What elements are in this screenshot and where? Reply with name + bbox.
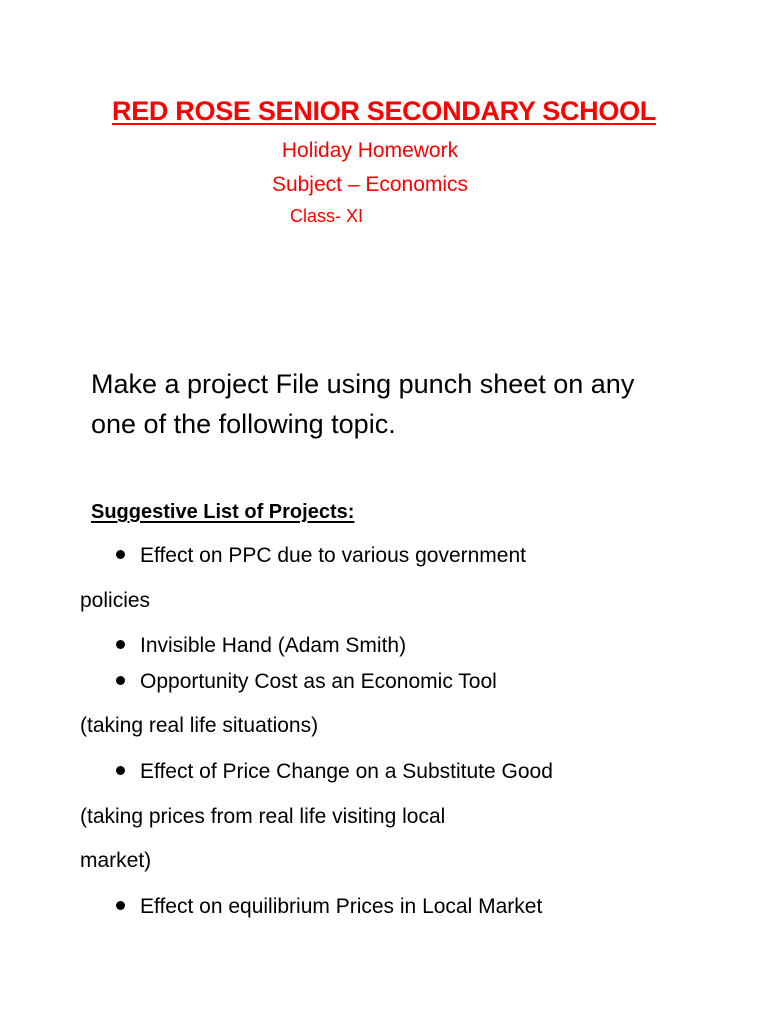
list-item-text: Opportunity Cost as an Economic Tool — [140, 670, 497, 693]
bullet-icon — [116, 640, 125, 649]
instruction-paragraph — [91, 364, 691, 444]
instruction-line-2: one of the following topic. — [91, 409, 396, 439]
class-line: Class- XI — [290, 206, 364, 226]
homework-title: Holiday Homework — [281, 139, 459, 162]
list-item — [116, 544, 526, 568]
list-item-text: Effect of Price Change on a Substitute Good — [140, 760, 553, 783]
bullet-icon — [116, 550, 125, 559]
list-item-text: Effect on equilibrium Prices in Local Market — [140, 895, 543, 918]
list-item-text: Effect on PPC due to various government — [140, 544, 526, 567]
projects-heading: Suggestive List of Projects: — [91, 501, 355, 523]
list-item — [116, 634, 406, 658]
list-item-continuation: policies — [80, 589, 151, 612]
list-item — [116, 895, 542, 919]
list-item — [116, 670, 497, 694]
list-item-continuation: market) — [80, 849, 152, 872]
list-item — [116, 760, 553, 784]
school-name: RED ROSE SENIOR SECONDARY SCHOOL — [112, 96, 656, 126]
instruction-line-1: Make a project File using punch sheet on any — [91, 369, 635, 399]
list-item-continuation: (taking real life situations) — [80, 714, 319, 737]
subject-line: Subject – Economics — [271, 173, 469, 196]
bullet-icon — [116, 901, 125, 910]
list-item-text: Invisible Hand (Adam Smith) — [140, 634, 407, 657]
bullet-icon — [116, 766, 125, 775]
list-item-continuation: (taking prices from real life visiting local — [80, 805, 446, 828]
bullet-icon — [116, 676, 125, 685]
